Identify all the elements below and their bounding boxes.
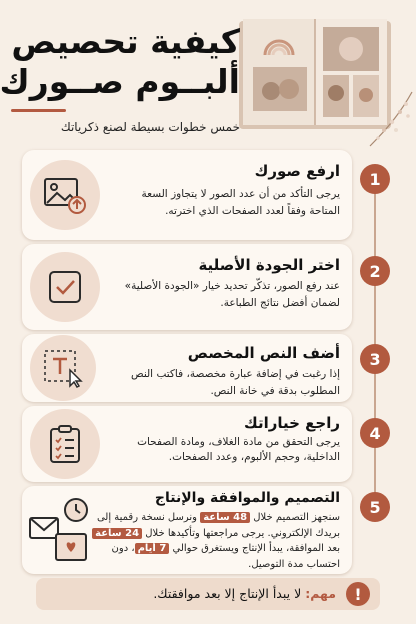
dried-flower-branch-icon: [362, 90, 416, 150]
step-body-3: إذا رغبت في إضافة عبارة مخصصة، فاكتب النص المطلوب بدقة في خانة النص.: [130, 368, 340, 397]
checkbox-icon: [47, 269, 83, 305]
title-line-2: ألبــوم صــورك: [0, 62, 240, 101]
important-notice: [36, 578, 380, 610]
step5-text-3: بعد الموافقة، يبدأ الإنتاج ويستغرق حوالي: [172, 543, 340, 554]
exclamation-icon: !: [346, 582, 370, 606]
notice-label: مهم:: [305, 586, 336, 601]
step5-text-1: سنجهز التصميم خلال: [253, 512, 340, 523]
step-icon-circle: [30, 335, 96, 401]
step-number-4: 4: [360, 418, 390, 448]
highlight-24-hours: 24 ساعة: [92, 528, 142, 539]
step-card-3: [22, 334, 352, 402]
step-card-5: [22, 486, 352, 574]
text-cursor-icon: [42, 348, 84, 388]
step5-text-2: ونرسل نسخة رقمية إلى بريدك الإلكتروني. يرجى مراجعتها وتأكيدها خلال: [96, 512, 340, 539]
page-title: [0, 22, 240, 102]
step-title-5: التصميم والموافقة والإنتاج: [154, 490, 340, 506]
clipboard-checklist-icon: [48, 424, 82, 464]
step-icon-circle: [30, 252, 100, 322]
step-body-1: يرجى التأكد من أن عدد الصور لا يتجاوز السعة المتاحة وفقاً لعدد الصفحات الذي اخترته.: [141, 188, 340, 217]
step-number-2: 2: [360, 256, 390, 286]
step-title-3: أضف النص المخصص: [187, 344, 340, 362]
page-subtitle: خمس خطوات بسيطة لصنع ذكرياتك: [60, 120, 240, 134]
image-upload-icon: [43, 175, 87, 215]
step-card-4: [22, 406, 352, 482]
notice-message: لا يبدأ الإنتاج إلا بعد موافقتك.: [153, 586, 302, 601]
highlight-48-hours: 48 ساعة: [200, 512, 250, 523]
step-body-4: يرجى التحقق من مادة الغلاف، ومادة الصفحات الداخلية، وحجم الألبوم، وعدد الصفحات.: [137, 436, 340, 463]
step-body-5: [90, 510, 340, 572]
step-card-2: [22, 244, 352, 330]
step-card-1: [22, 150, 352, 240]
step-icon-circle: [30, 409, 100, 479]
timeline-line: [374, 178, 376, 508]
step-title-1: ارفع صورك: [254, 162, 340, 180]
step5-text-4: ، دون احتساب مدة التوصيل.: [111, 543, 340, 570]
step-number-5: 5: [360, 492, 390, 522]
title-line-1: كيفية تحصيص: [11, 22, 240, 61]
step-number-3: 3: [360, 344, 390, 374]
step-number-1: 1: [360, 164, 390, 194]
notice-text: [153, 586, 336, 601]
highlight-7-days: 7 أيام: [135, 543, 170, 554]
step-title-4: راجع خياراتك: [244, 414, 340, 432]
header: [0, 0, 416, 150]
step-icon-circle: [30, 160, 100, 230]
step-body-2: عند رفع الصور، تذكّر تحديد خيار «الجودة الأصلية» لضمان أفضل نتائج الطباعة.: [124, 280, 340, 309]
step-title-2: اختر الجودة الأصلية: [198, 256, 340, 274]
title-underline: [11, 109, 66, 112]
